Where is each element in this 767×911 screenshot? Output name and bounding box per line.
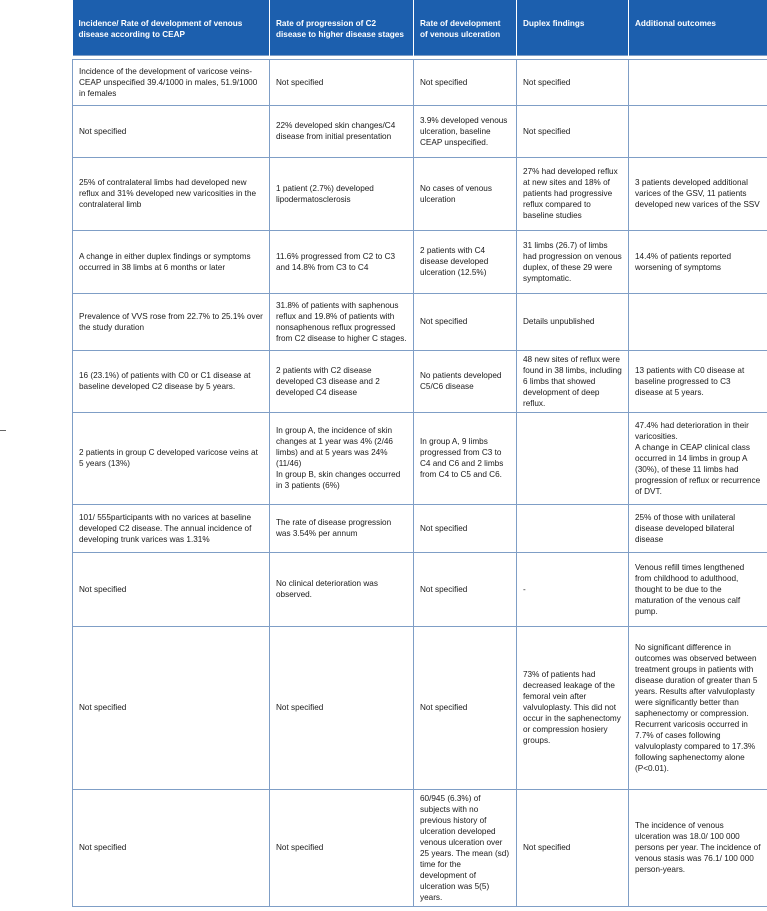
table-cell: 27% had developed reflux at new sites and 18% of patients had progressive reflux compared to baseline studies (517, 157, 629, 230)
table-cell: 2 patients with C2 disease developed C3 disease and 2 developed C4 disease (270, 350, 414, 412)
table-row (73, 552, 767, 626)
table-cell: In group A, 9 limbs progressed from C3 to C4 and C6 and 2 limbs from C4 to C5 and C6. (414, 412, 517, 504)
table-cell: 60/945 (6.3%) of subjects with no previous history of ulceration developed venous ulceration over 25 years. The mean (sd) time for the development of ulceration was 5(5) years. (414, 789, 517, 906)
table-cell: 16 (23.1%) of patients with C0 or C1 disease at baseline developed C2 disease by 5 years. (73, 350, 270, 412)
table-cell: 1 patient (2.7%) developed lipodermatosclerosis (270, 157, 414, 230)
table-cell: 3.9% developed venous ulceration, baseline CEAP unspecified. (414, 105, 517, 157)
table-cell: 73% of patients had decreased leakage of the femoral vein after valvuloplasty. This did not occur in the saphenectomy or compression hosiery groups. (517, 626, 629, 789)
table-cell: Prevalence of VVS rose from 22.7% to 25.1% over the study duration (73, 293, 270, 350)
table-cell: The rate of disease progression was 3.54% per annum (270, 504, 414, 552)
table-cell: Not specified (414, 59, 517, 105)
table-cell: 3 patients developed additional varices of the GSV, 11 patients developed new varices of the SSV (629, 157, 767, 230)
table-cell: Not specified (73, 789, 270, 906)
table-cell: Not specified (517, 59, 629, 105)
table-cell: Not specified (414, 504, 517, 552)
table-cell: 31 limbs (26.7) of limbs had progression on venous duplex, of these 29 were symptomatic. (517, 230, 629, 293)
table-cell (517, 504, 629, 552)
table-header-row (73, 0, 767, 55)
table-cell: Not specified (517, 789, 629, 906)
table-cell: Not specified (414, 293, 517, 350)
table-cell: A change in either duplex findings or symptoms occurred in 38 limbs at 6 months or later (73, 230, 270, 293)
table-cell: The incidence of venous ulceration was 18.0/ 100 000 persons per year. The incidence of venous stasis was 76.1/ 100 000 person-years. (629, 789, 767, 906)
table-cell: Venous refill times lengthened from childhood to adulthood, thought to be due to the maturation of the venous calf pump. (629, 552, 767, 626)
table-cell: Not specified (517, 105, 629, 157)
table-cell: No cases of venous ulceration (414, 157, 517, 230)
table-row (73, 59, 767, 105)
table-cell: Not specified (73, 105, 270, 157)
header-duplex-findings: Duplex findings (517, 0, 629, 55)
table-cell: Not specified (73, 626, 270, 789)
table-cell: Not specified (270, 789, 414, 906)
table-cell: 11.6% progressed from C2 to C3 and 14.8% from C3 to C4 (270, 230, 414, 293)
table-cell: 25% of those with unilateral disease developed bilateral disease (629, 504, 767, 552)
margin-tick (0, 430, 6, 431)
table-row (73, 157, 767, 230)
table-cell: Not specified (270, 626, 414, 789)
table-cell: In group A, the incidence of skin changes at 1 year was 4% (2/46 limbs) and at 5 years was 24%(11/46) In group B, skin changes occurred in 3 patients (6%) (270, 412, 414, 504)
header-incidence: Incidence/ Rate of development of venous disease according to CEAP (73, 0, 270, 55)
header-c2-progression: Rate of progression of C2 disease to higher disease stages (270, 0, 414, 55)
table-cell: No significant difference in outcomes was observed between treatment groups in patients with disease duration of greater than 5 years. Results after valvuloplasty were significantly better than saphenectomy or compression. Recurrent varicosis occurred in 7.7% of cases following valvuloplasty compared to 17.3% following saphenectomy alone (P<0.01). (629, 626, 767, 789)
table-row (73, 105, 767, 157)
table-cell: 2 patients in group C developed varicose veins at 5 years (13%) (73, 412, 270, 504)
table-cell: 22% developed skin changes/C4 disease from initial presentation (270, 105, 414, 157)
table-cell: Not specified (73, 552, 270, 626)
table-cell: 31.8% of patients with saphenous reflux and 19.8% of patients with nonsaphenous reflux progressed from C2 disease to higher C stages. (270, 293, 414, 350)
table-row (73, 230, 767, 293)
table-row (73, 293, 767, 350)
table-cell: - (517, 552, 629, 626)
table-cell: Details unpublished (517, 293, 629, 350)
table-row (73, 350, 767, 412)
table-cell: 47.4% had deterioration in their varicosities. A change in CEAP clinical class occurred in 14 limbs in group A (30%), of these 11 limbs had progression of reflux or recurrence of DVT. (629, 412, 767, 504)
table-row (73, 412, 767, 504)
table-cell: Incidence of the development of varicose veins- CEAP unspecified 39.4/1000 in males, 51.9/1000 in females (73, 59, 270, 105)
table-cell: 48 new sites of reflux were found in 38 limbs, including 6 limbs that showed development of deep reflux. (517, 350, 629, 412)
table-cell: 14.4% of patients reported worsening of symptoms (629, 230, 767, 293)
table-cell: 101/ 555participants with no varices at baseline developed C2 disease. The annual incidence of developing trunk varices was 1.31% (73, 504, 270, 552)
table-cell: No clinical deterioration was observed. (270, 552, 414, 626)
table-cell: 2 patients with C4 disease developed ulceration (12.5%) (414, 230, 517, 293)
table-cell: Not specified (414, 552, 517, 626)
table-cell: Not specified (414, 626, 517, 789)
table-cell: 13 patients with C0 disease at baseline progressed to C3 disease at 5 years. (629, 350, 767, 412)
table-cell: Not specified (270, 59, 414, 105)
table-cell (629, 59, 767, 105)
header-additional-outcomes: Additional outcomes (629, 0, 767, 55)
table-cell: 25% of contralateral limbs had developed new reflux and 31% developed new varicosities in the contralateral limb (73, 157, 270, 230)
table-cell (517, 412, 629, 504)
table-cell (629, 293, 767, 350)
header-ulceration-rate: Rate of development of venous ulceration (414, 0, 517, 55)
table-cell (629, 105, 767, 157)
table-cell: No patients developed C5/C6 disease (414, 350, 517, 412)
table-body (73, 55, 767, 906)
table-row (73, 789, 767, 906)
table-row (73, 626, 767, 789)
table-row (73, 504, 767, 552)
results-table (72, 0, 767, 907)
